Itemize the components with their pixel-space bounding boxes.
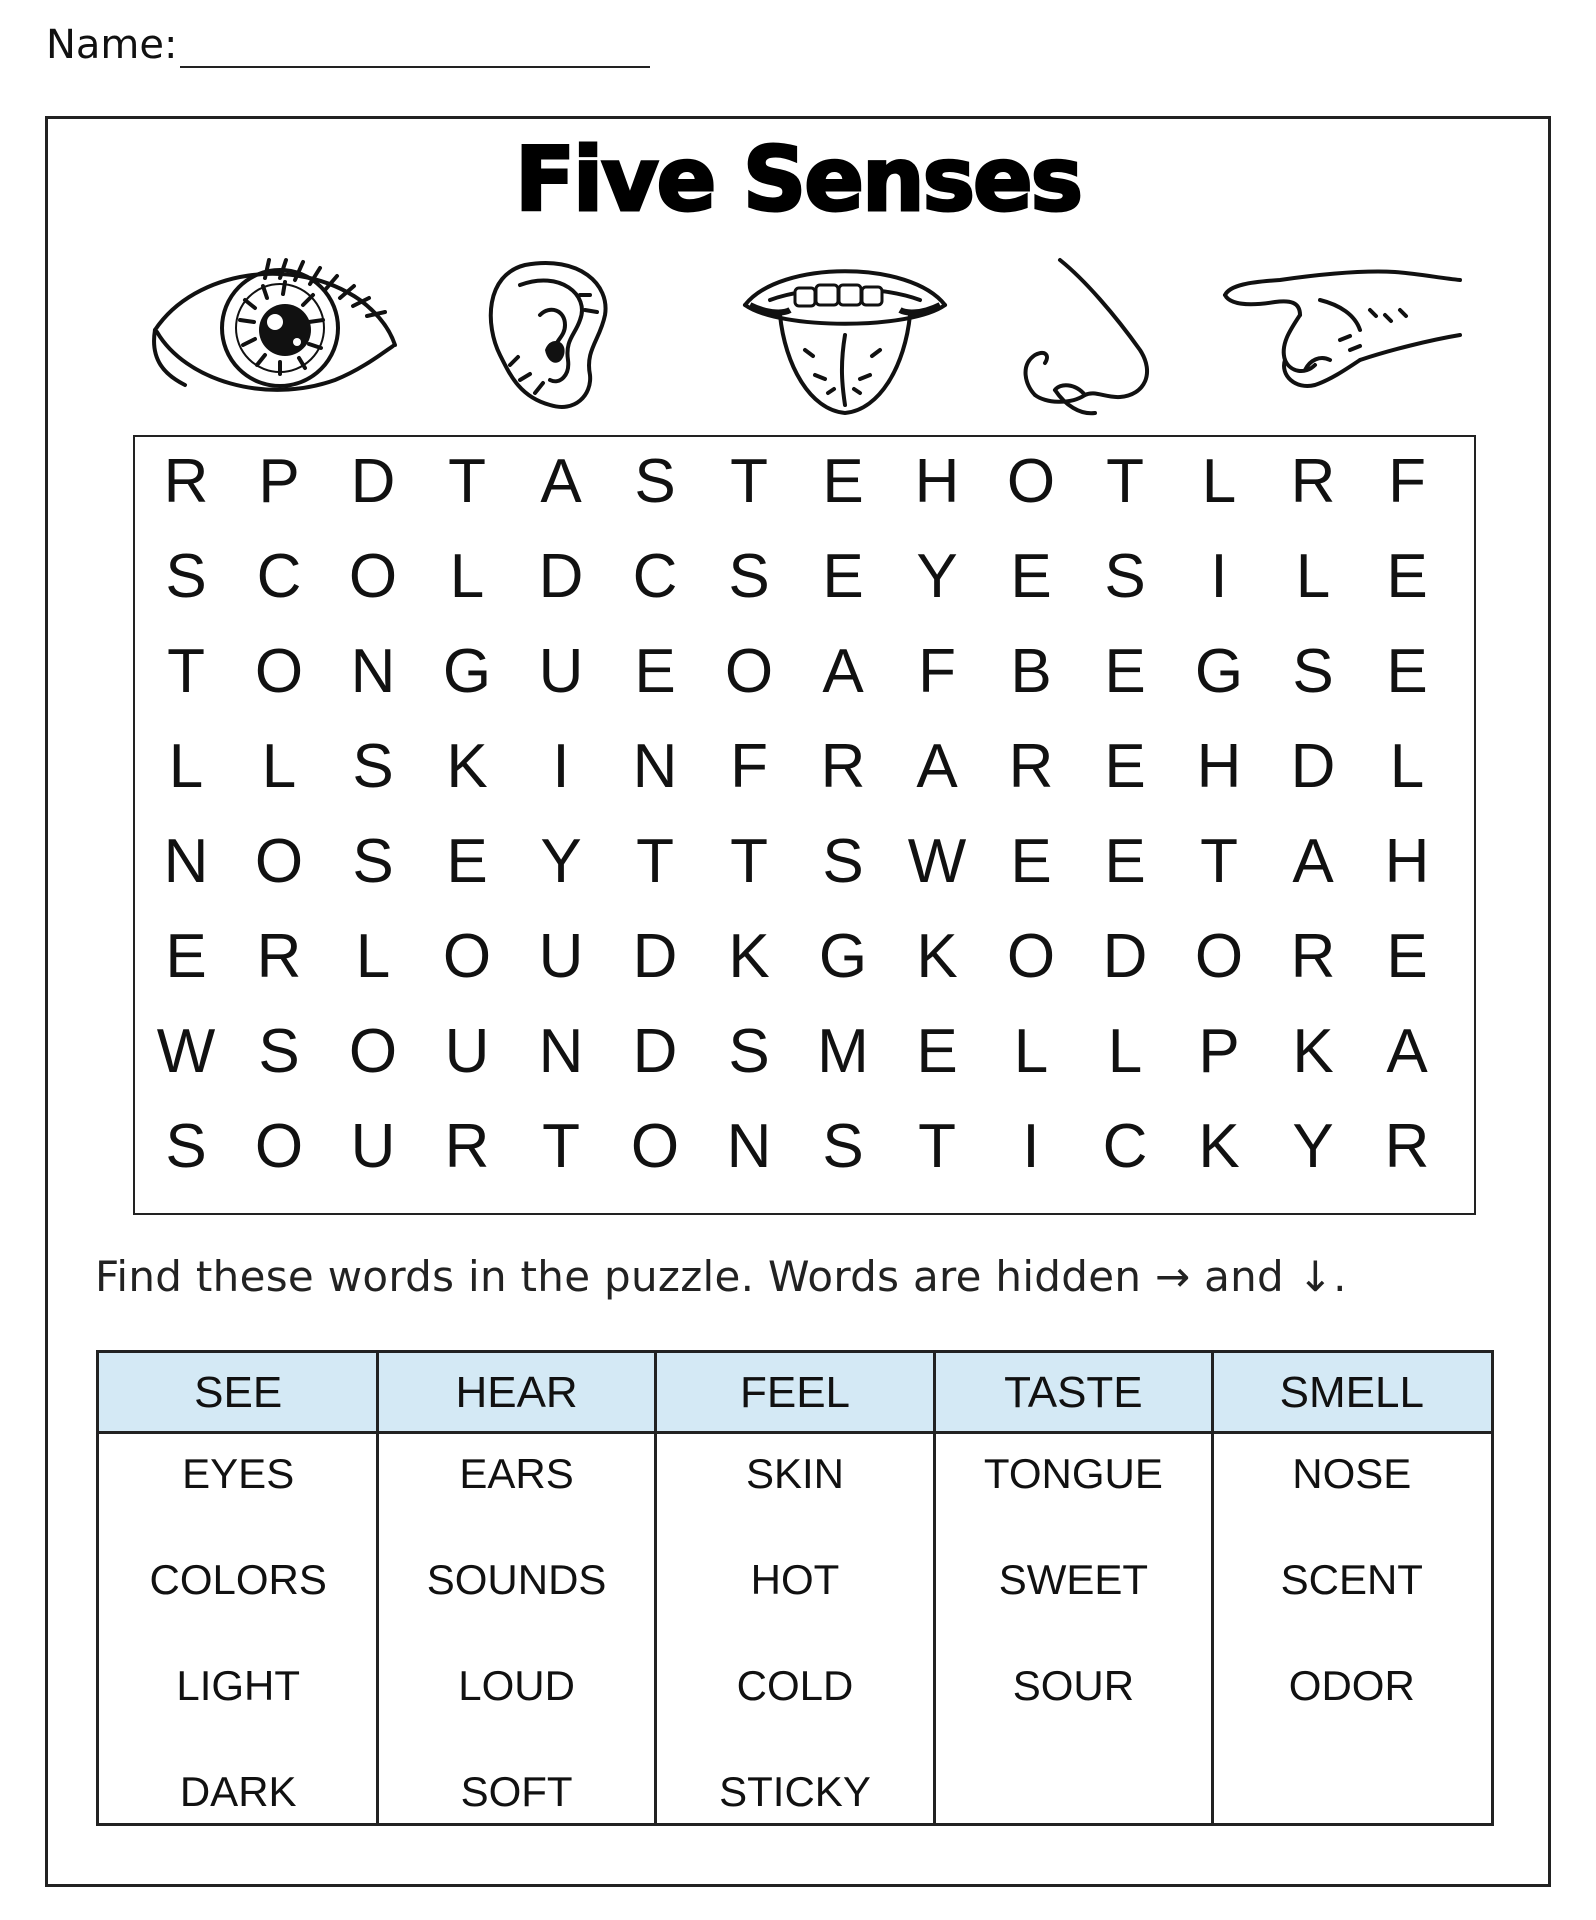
grid-letter[interactable]: D — [632, 922, 678, 991]
grid-letter[interactable]: E — [916, 1017, 958, 1086]
grid-letter[interactable]: T — [167, 637, 205, 706]
word-list-item: EARS — [459, 1450, 574, 1497]
grid-letter[interactable]: E — [1104, 637, 1146, 706]
grid-letter[interactable]: G — [1194, 637, 1244, 706]
grid-letter[interactable]: E — [165, 922, 207, 991]
grid-letter[interactable]: D — [632, 1017, 678, 1086]
grid-letter[interactable]: K — [916, 922, 958, 991]
column-header: SMELL — [1279, 1368, 1424, 1417]
grid-letter[interactable]: M — [817, 1017, 869, 1086]
grid-letter[interactable]: R — [820, 732, 866, 801]
grid-letter[interactable]: R — [444, 1112, 490, 1181]
ear-picture — [480, 255, 620, 415]
grid-letter[interactable]: L — [1389, 732, 1425, 801]
grid-letter[interactable]: F — [730, 732, 768, 801]
grid-letter[interactable]: S — [728, 1017, 770, 1086]
grid-letter[interactable]: N — [350, 637, 396, 706]
grid-letter[interactable]: G — [818, 922, 868, 991]
grid-letter[interactable]: S — [822, 827, 864, 896]
word-list-item: SOUNDS — [426, 1556, 607, 1603]
grid-letter[interactable]: E — [1104, 827, 1146, 896]
grid-letter[interactable]: L — [1295, 542, 1331, 611]
grid-letter[interactable]: W — [907, 827, 967, 896]
grid-letter[interactable]: O — [1194, 922, 1244, 991]
grid-letter[interactable]: D — [1102, 922, 1148, 991]
word-list-item: EYES — [182, 1450, 295, 1497]
grid-letter[interactable]: N — [632, 732, 678, 801]
grid-letter[interactable]: S — [352, 732, 394, 801]
grid-letter[interactable]: E — [1386, 922, 1428, 991]
grid-letter[interactable]: S — [634, 447, 676, 516]
word-list-item: STICKY — [719, 1768, 871, 1815]
word-list-item: DARK — [179, 1768, 297, 1815]
hand-picture — [1220, 260, 1465, 400]
grid-letter[interactable]: O — [630, 1112, 680, 1181]
grid-letter[interactable]: P — [258, 447, 300, 516]
grid-letter[interactable]: E — [1010, 827, 1052, 896]
grid-letter[interactable]: C — [256, 542, 302, 611]
grid-letter[interactable]: E — [1010, 542, 1052, 611]
grid-letter[interactable]: I — [552, 732, 570, 801]
grid-letter[interactable]: T — [1200, 827, 1238, 896]
word-list-item: SOFT — [460, 1768, 573, 1815]
grid-letter[interactable]: O — [1006, 922, 1056, 991]
grid-letter[interactable]: D — [1290, 732, 1336, 801]
grid-letter[interactable]: U — [538, 922, 584, 991]
grid-letter[interactable]: E — [822, 542, 864, 611]
grid-letter[interactable]: E — [1386, 637, 1428, 706]
grid-letter[interactable]: N — [163, 827, 209, 896]
grid-letter[interactable]: R — [256, 922, 302, 991]
grid-letter[interactable]: L — [355, 922, 391, 991]
worksheet-title: Five Senses — [514, 128, 1082, 231]
grid-letter[interactable]: Y — [1292, 1112, 1334, 1181]
word-list-item: ODOR — [1288, 1662, 1415, 1709]
grid-letter[interactable]: R — [1008, 732, 1054, 801]
grid-letter[interactable]: T — [918, 1112, 956, 1181]
grid-letter[interactable]: S — [352, 827, 394, 896]
grid-letter[interactable]: R — [1290, 447, 1336, 516]
instructions: Find these words in the puzzle. Words are hidden → and ↓. — [95, 1252, 1347, 1301]
grid-letter[interactable]: O — [254, 1112, 304, 1181]
grid-letter[interactable]: K — [1292, 1017, 1334, 1086]
name-line[interactable] — [180, 66, 650, 68]
grid-letter[interactable]: L — [261, 732, 297, 801]
word-list-item: NOSE — [1292, 1450, 1412, 1497]
grid-letter[interactable]: H — [1196, 732, 1242, 801]
grid-letter[interactable]: L — [449, 542, 485, 611]
grid-letter[interactable]: C — [632, 542, 678, 611]
grid-letter[interactable]: E — [1386, 542, 1428, 611]
word-list-item: COLD — [736, 1662, 854, 1709]
grid-letter[interactable]: N — [726, 1112, 772, 1181]
grid-letter[interactable]: S — [258, 1017, 300, 1086]
nose-picture — [1015, 255, 1165, 420]
grid-letter[interactable]: E — [822, 447, 864, 516]
grid-letter[interactable]: U — [350, 1112, 396, 1181]
grid-letter[interactable]: H — [914, 447, 960, 516]
grid-letter[interactable]: R — [163, 447, 209, 516]
grid-letter[interactable]: L — [1013, 1017, 1049, 1086]
grid-letter[interactable]: O — [254, 827, 304, 896]
grid-letter[interactable]: T — [1106, 447, 1144, 516]
eye-picture — [145, 250, 405, 410]
grid-letter[interactable]: E — [1104, 732, 1146, 801]
word-list-item: LIGHT — [176, 1662, 301, 1709]
grid-letter[interactable]: H — [1384, 827, 1430, 896]
column-header: HEAR — [455, 1368, 578, 1417]
grid-letter[interactable]: A — [540, 447, 582, 516]
grid-letter[interactable]: A — [822, 637, 864, 706]
grid-letter[interactable]: S — [1104, 542, 1146, 611]
grid-letter[interactable]: T — [730, 827, 768, 896]
grid-letter[interactable]: S — [822, 1112, 864, 1181]
grid-letter[interactable]: T — [542, 1112, 580, 1181]
tongue-picture — [740, 255, 950, 420]
grid-letter[interactable]: O — [442, 922, 492, 991]
grid-letter[interactable]: U — [444, 1017, 490, 1086]
word-search-grid — [133, 435, 1476, 1215]
grid-letter[interactable]: R — [1384, 1112, 1430, 1181]
grid-letter[interactable]: I — [1022, 1112, 1040, 1181]
word-list-item: COLORS — [149, 1556, 327, 1603]
word-list-table — [96, 1350, 1494, 1826]
word-list-item: HOT — [750, 1556, 840, 1603]
word-list-item: SCENT — [1280, 1556, 1423, 1603]
grid-letter[interactable]: K — [1198, 1112, 1240, 1181]
grid-letter[interactable]: B — [1010, 637, 1052, 706]
grid-letter[interactable]: S — [728, 542, 770, 611]
grid-letter[interactable]: A — [916, 732, 958, 801]
grid-letter[interactable]: P — [1198, 1017, 1240, 1086]
grid-letter[interactable]: T — [448, 447, 486, 516]
grid-letter[interactable]: O — [348, 542, 398, 611]
name-label: Name: — [46, 22, 178, 68]
grid-letter[interactable]: W — [156, 1017, 216, 1086]
grid-letter[interactable]: L — [168, 732, 204, 801]
word-list-item: SOUR — [1012, 1662, 1135, 1709]
grid-letter[interactable]: N — [538, 1017, 584, 1086]
grid-letter[interactable]: O — [254, 637, 304, 706]
grid-letter[interactable]: A — [1386, 1017, 1428, 1086]
grid-letter[interactable]: D — [538, 542, 584, 611]
column-header: TASTE — [1004, 1368, 1143, 1417]
grid-letter[interactable]: E — [634, 637, 676, 706]
grid-letter[interactable]: U — [538, 637, 584, 706]
grid-letter[interactable]: O — [1006, 447, 1056, 516]
grid-letter[interactable]: I — [1210, 542, 1228, 611]
word-list-item: TONGUE — [983, 1450, 1163, 1497]
grid-letter[interactable]: Y — [916, 542, 958, 611]
grid-letter[interactable]: O — [348, 1017, 398, 1086]
grid-letter[interactable]: D — [350, 447, 396, 516]
grid-letter[interactable]: E — [446, 827, 488, 896]
grid-letter[interactable]: L — [1107, 1017, 1143, 1086]
word-list-item: SWEET — [998, 1556, 1149, 1603]
grid-letter[interactable]: L — [1201, 447, 1237, 516]
grid-letter[interactable]: G — [442, 637, 492, 706]
grid-letter[interactable]: S — [165, 542, 207, 611]
grid-letter[interactable]: T — [636, 827, 674, 896]
word-list-item: LOUD — [458, 1662, 575, 1709]
grid-letter[interactable]: A — [1292, 827, 1334, 896]
grid-letter[interactable]: C — [1102, 1112, 1148, 1181]
grid-letter[interactable]: R — [1290, 922, 1336, 991]
grid-letter[interactable]: T — [730, 447, 768, 516]
grid-letter[interactable]: Y — [540, 827, 582, 896]
grid-letter[interactable]: F — [918, 637, 956, 706]
grid-letter[interactable]: K — [446, 732, 488, 801]
grid-letter[interactable]: K — [728, 922, 770, 991]
grid-letter[interactable]: S — [165, 1112, 207, 1181]
column-header: FEEL — [739, 1368, 851, 1417]
grid-letter[interactable]: S — [1292, 637, 1334, 706]
word-list-item: SKIN — [745, 1450, 844, 1497]
column-header: SEE — [194, 1368, 283, 1417]
grid-letter[interactable]: O — [724, 637, 774, 706]
grid-letter[interactable]: F — [1388, 447, 1426, 516]
